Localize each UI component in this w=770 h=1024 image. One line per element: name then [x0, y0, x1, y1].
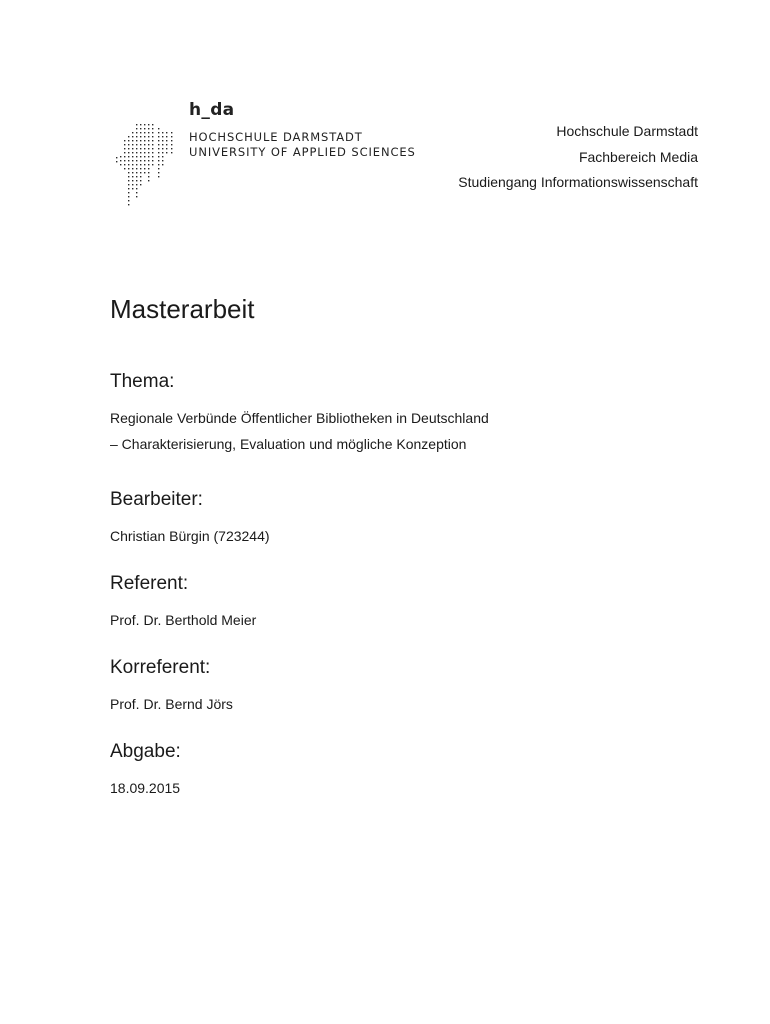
referee-value: Prof. Dr. Berthold Meier — [110, 612, 257, 628]
submission-heading: Abgabe: — [110, 741, 181, 762]
topic-line-2: – Charakterisierung, Evaluation und mögliche Konzeption — [110, 436, 467, 452]
author-heading: Bearbeiter: — [110, 489, 203, 510]
university-logo-icon — [112, 120, 174, 212]
institution-department: Fachbereich Media — [578, 148, 698, 165]
coreferee-heading: Korreferent: — [110, 657, 211, 678]
referee-heading: Referent: — [110, 573, 189, 594]
logo-wordmark: h_da — [189, 100, 235, 120]
logo-university-name: HOCHSCHULE DARMSTADT — [189, 130, 363, 144]
topic-heading: Thema: — [110, 371, 175, 392]
institution-university: Hochschule Darmstadt — [556, 123, 698, 139]
topic-line-1: Regionale Verbünde Öffentlicher Bibliotheken in Deutschland — [110, 410, 489, 426]
logo-university-subtitle: UNIVERSITY OF APPLIED SCIENCES — [189, 145, 416, 159]
coreferee-value: Prof. Dr. Bernd Jörs — [110, 696, 233, 712]
author-value: Christian Bürgin (723244) — [110, 528, 270, 544]
institution-block — [458, 119, 698, 196]
institution-program: Studiengang Informationswissenschaft — [458, 174, 698, 190]
document-title: Masterarbeit — [110, 294, 255, 324]
logo-dot-pattern — [116, 124, 172, 205]
submission-date: 18.09.2015 — [110, 780, 181, 796]
